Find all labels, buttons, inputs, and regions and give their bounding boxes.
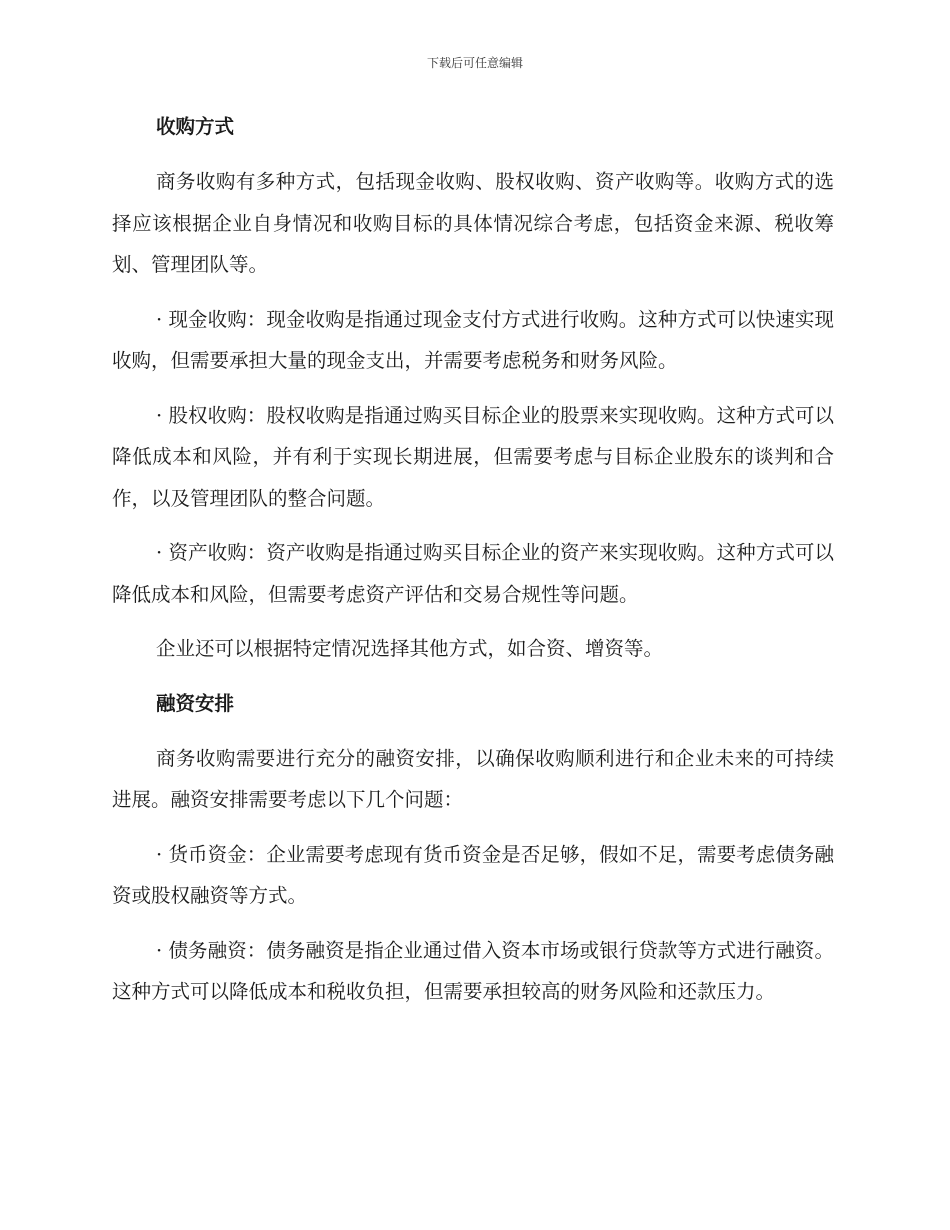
section-heading-acquisition: 收购方式 bbox=[156, 115, 235, 138]
paragraph-acquisition-intro: 商务收购有多种方式，包括现金收购、股权收购、资产收购等。收购方式的选择应该根据企业自身情况和收购目标的具体情况综合考虑，包括资金来源、税收筹划、管理团队等。 bbox=[112, 170, 834, 276]
section-heading-financing: 融资安排 bbox=[156, 691, 235, 715]
bullet-asset-acquisition: · 资产收购：资产收购是指通过购买目标企业的资产来实现收购。这种方式可以降低成本和风险，但需要考虑资产评估和交易合规性等问题。 bbox=[112, 541, 834, 606]
bullet-debt-financing: · 债务融资：债务融资是指企业通过借入资本市场或银行贷款等方式进行融资。这种方式可以降低成本和税收负担，但需要承担较高的财务风险和还款压力。 bbox=[112, 938, 834, 1003]
bullet-monetary-funds: · 货币资金：企业需要考虑现有货币资金是否足够，假如不足，需要考虑债务融资或股权融资等方式。 bbox=[112, 842, 834, 907]
document-body bbox=[112, 106, 834, 1026]
paragraph-financing-intro: 商务收购需要进行充分的融资安排，以确保收购顺利进行和企业未来的可持续进展。融资安排需要考虑以下几个问题： bbox=[112, 746, 834, 811]
paragraph-other-methods: 企业还可以根据特定情况选择其他方式，如合资、增资等。 bbox=[156, 637, 664, 660]
bullet-cash-acquisition: · 现金收购：现金收购是指通过现金支付方式进行收购。这种方式可以快速实现收购，但需要承担大量的现金支出，并需要考虑税务和财务风险。 bbox=[112, 307, 834, 372]
bullet-equity-acquisition: · 股权收购：股权收购是指通过购买目标企业的股票来实现收购。这种方式可以降低成本和风险，并有利于实现长期进展，但需要考虑与目标企业股东的谈判和合作，以及管理团队的整合问题。 bbox=[112, 403, 834, 510]
header-note: 下载后可任意编辑 bbox=[426, 56, 523, 70]
